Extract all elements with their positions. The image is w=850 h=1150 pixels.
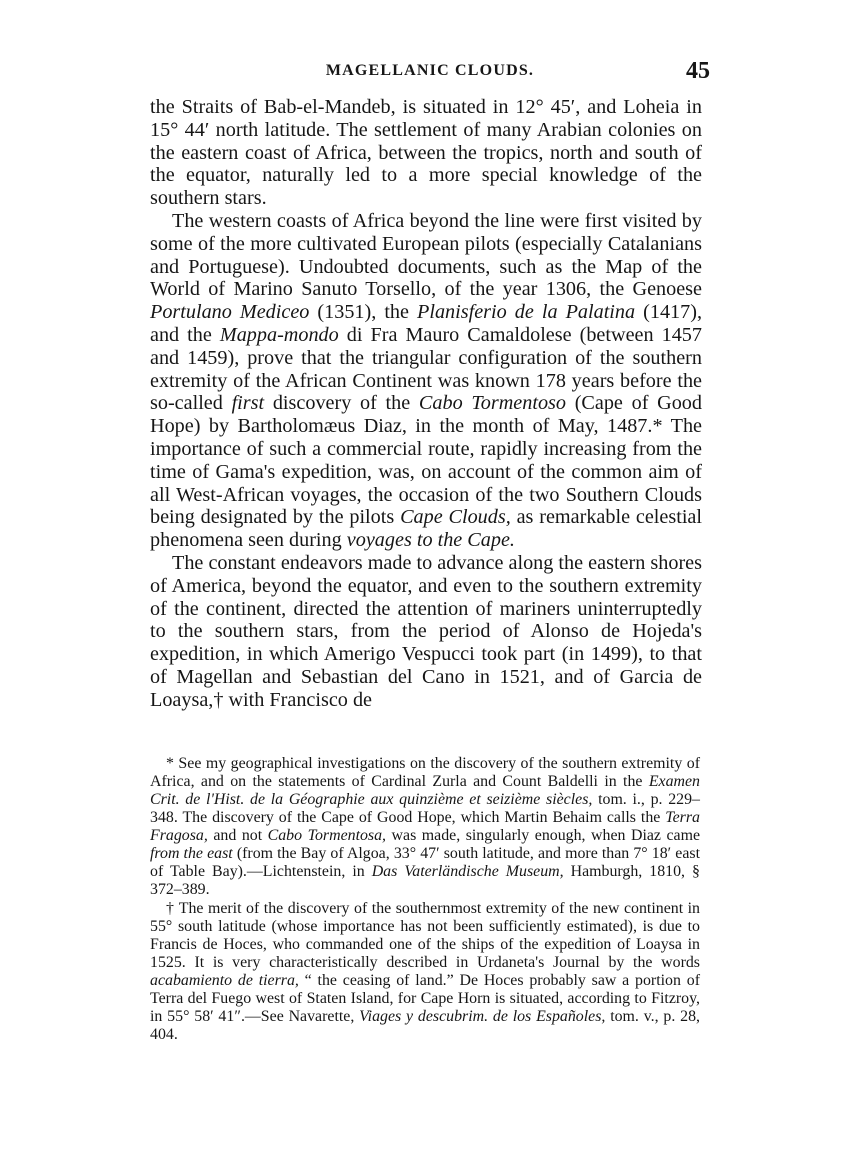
italic-text-run: Das Vaterländische Museum,	[371, 863, 564, 880]
text-run: The western coasts of Africa beyond the line were first visited by some of the more cultivated European pilots (especially Catalanians and Portuguese). Undoubted documents, such as the Map of the World of Marino Sanuto Torsello, of the year 1306, the Genoese	[150, 209, 702, 301]
italic-text-run: Mappa-mondo	[219, 323, 339, 346]
text-run: The constant endeavors made to advance along the eastern shores of America, beyond the equator, and even to the southern extremity of the continent, directed the attention of mariners uninterruptedly to the southern stars, from the period of Alonso de Hojeda's expedition, in which Amerigo Vespucci took part (in 1499), to that of Magellan and Sebastian del Cano in 1521, and of Garcia de Loaysa,† with Francisco de	[150, 551, 702, 711]
italic-text-run: Planisferio de la Palatina	[417, 301, 636, 324]
text-run: (Cape of Good Hope) by Bartholomæus Diaz, in the month of May, 1487.* The importance of such a commercial route, rapidly increasing from the time of Gama's expedition, was, on account of the common aim of all West-African voyages, the occasion of the two Southern Clouds being designated by the pilots	[150, 392, 702, 529]
text-run: “ the ceasing of land.” De Hoces probably saw a portion of Terra del Fuego west of Staten Island, for Cape Horn is situated, according to Fitzroy, in 55° 58′ 41″.—See Navarette,	[150, 972, 700, 1025]
text-run: as remarkable celestial phenomena seen during	[150, 506, 702, 552]
italic-text-run: Cabo Tormentosa,	[267, 827, 387, 844]
text-run: and not	[207, 827, 268, 844]
footnote	[150, 900, 700, 1044]
page-number: 45	[686, 58, 710, 84]
italic-text-run: Viages y descubrim. de los Españoles,	[359, 1008, 606, 1025]
italic-text-run: Cabo Tormentoso	[418, 392, 566, 415]
main-text	[150, 96, 702, 712]
italic-text-run: acabamiento de tierra,	[150, 972, 299, 989]
italic-text-run: Portulano Mediceo	[150, 301, 310, 324]
text-run: (1417), and the	[150, 301, 703, 346]
running-title: MAGELLANIC CLOUDS.	[325, 62, 535, 79]
text-run: tom. i., p. 229–348. The discovery of the Cape of Good Hope, which Martin Behaim calls the	[150, 791, 700, 826]
footnotes	[150, 755, 700, 1044]
paragraph	[150, 210, 702, 552]
text-run: discovery of the	[264, 392, 419, 415]
paragraph	[150, 552, 702, 712]
text-run: (1351), the	[309, 301, 418, 324]
text-run: di Fra Mauro Camaldolese (between 1457 and 1459), prove that the triangular configuration of the southern extremity of the African Continent was known 178 years before the so-called	[150, 323, 702, 415]
paragraph	[150, 96, 702, 210]
text-run: tom. v., p. 28, 404.	[150, 1008, 700, 1043]
italic-text-run: first	[231, 392, 265, 415]
italic-text-run: Examen Crit. de l'Hist. de la Géographie aux quinzième et seizième siècles,	[150, 773, 700, 808]
page-header	[150, 58, 710, 92]
italic-text-run: Cape Clouds,	[400, 506, 511, 529]
text-run: the Straits of Bab-el-Mandeb, is situated in 12° 45′, and Loheia in 15° 44′ north latitude. The settlement of many Arabian colonies on the eastern coast of Africa, between the tropics, north and south of the equator, naturally led to a more special knowledge of the southern stars.	[150, 96, 702, 210]
text-run: * See my geographical investigations on the discovery of the southern extremity of Africa, and on the statements of Cardinal Zurla and Count Baldelli in the	[150, 755, 700, 790]
footnote	[150, 755, 700, 899]
text-run: (from the Bay of Algoa, 33° 47′ south latitude, and more than 7° 18′ east of Table Bay).—Lichtenstein, in	[150, 845, 700, 880]
italic-text-run: voyages to the Cape.	[346, 529, 515, 552]
text-run: was made, singularly enough, when Diaz came	[386, 827, 700, 844]
text-run: Hamburgh, 1810, § 372–389.	[150, 863, 700, 898]
italic-text-run: Terra Fragosa,	[150, 809, 700, 844]
italic-text-run: from the east	[150, 845, 233, 862]
text-run: † The merit of the discovery of the southernmost extremity of the new continent in 55° south latitude (whose importance has not been sufficiently estimated), is due to Francis de Hoces, who commanded one of the ships of the expedition of Loaysa in 1525. It is very characteristically described in Urdaneta's Journal by the words	[150, 900, 700, 971]
